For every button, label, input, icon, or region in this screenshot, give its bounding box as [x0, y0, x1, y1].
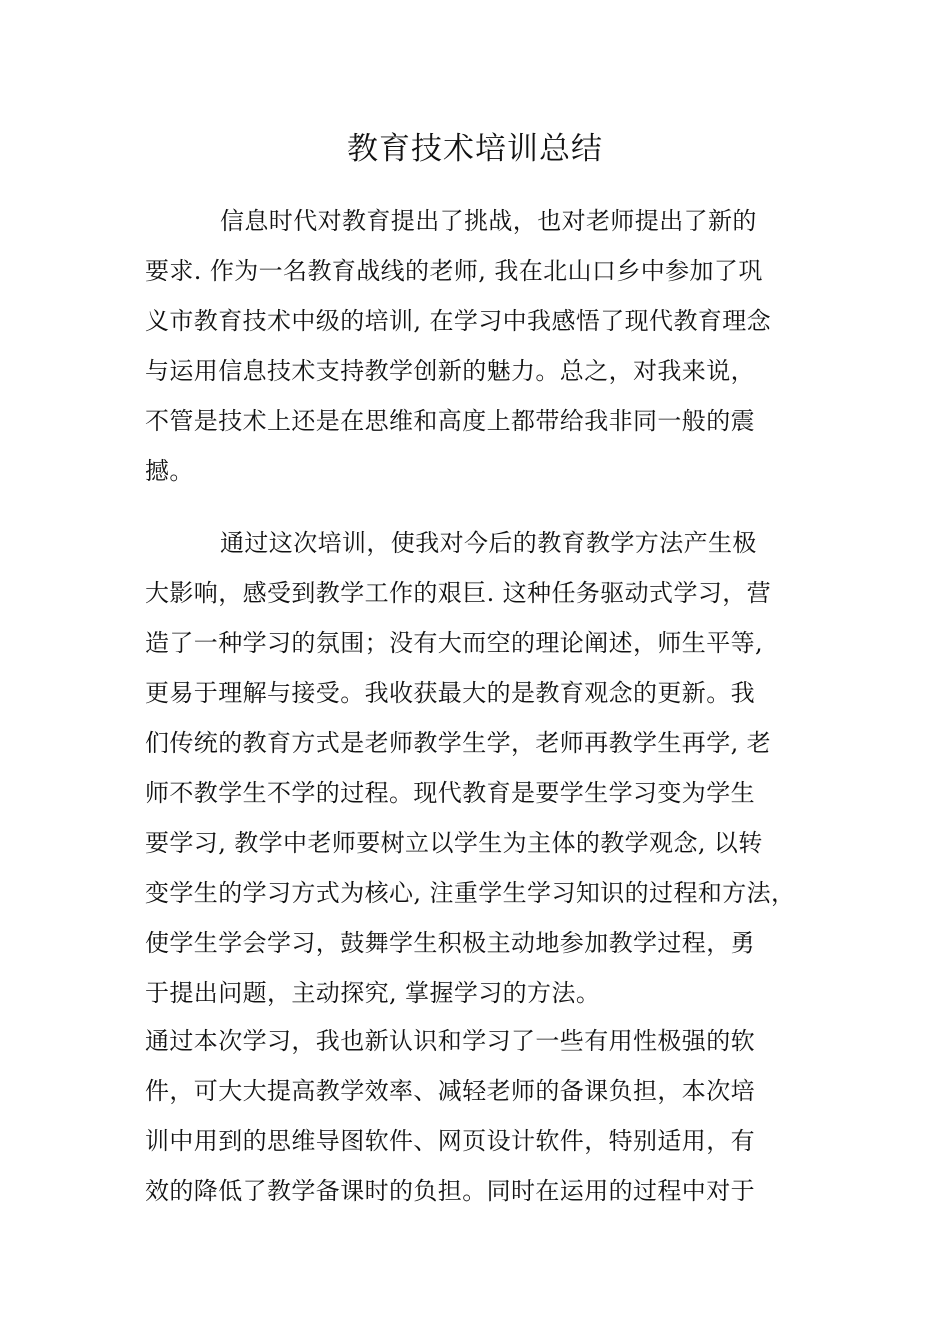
paragraph-2-line-2: 大影响，感受到教学工作的艰巨. 这种任务驱动式学习，营: [145, 579, 772, 607]
paragraph-2-line-1: 通过这次培训，使我对今后的教育教学方法产生极: [220, 529, 757, 557]
paragraph-1-line-6: 撼。: [145, 457, 194, 485]
paragraph-2-line-10: 于提出问题，主动探究, 掌握学习的方法。: [145, 979, 601, 1007]
paragraph-1-line-1: 信息时代对教育提出了挑战，也对老师提出了新的: [220, 207, 757, 235]
paragraph-3-line-3: 训中用到的思维导图软件、网页设计软件，特别适用，有: [145, 1127, 755, 1155]
paragraph-3-line-2: 件，可大大提高教学效率、减轻老师的备课负担，本次培: [145, 1077, 755, 1105]
paragraph-2-line-8: 变学生的学习方式为核心, 注重学生学习知识的过程和方法，: [145, 879, 796, 907]
paragraph-1-line-5: 不管是技术上还是在思维和高度上都带给我非同一般的震: [145, 407, 755, 435]
paragraph-2-line-6: 师不教学生不学的过程。现代教育是要学生学习变为学生: [145, 779, 755, 807]
paragraph-2-line-3: 造了一种学习的氛围；没有大而空的理论阐述，师生平等,: [145, 629, 764, 657]
paragraph-1-line-2: 要求. 作为一名教育战线的老师, 我在北山口乡中参加了巩: [145, 257, 763, 285]
paragraph-1-line-4: 与运用信息技术支持教学创新的魅力。总之，对我来说，: [145, 357, 755, 385]
paragraph-2-line-7: 要学习, 教学中老师要树立以学生为主体的教学观念, 以转: [145, 829, 763, 857]
paragraph-2-line-9: 使学生学会学习，鼓舞学生积极主动地参加教学过程，勇: [145, 929, 755, 957]
paragraph-3-line-1: 通过本次学习，我也新认识和学习了一些有用性极强的软: [145, 1027, 755, 1055]
paragraph-2-line-4: 更易于理解与接受。我收获最大的是教育观念的更新。我: [145, 679, 755, 707]
document-title: 教育技术培训总结: [347, 131, 603, 167]
paragraph-2-line-5: 们传统的教育方式是老师教学生学，老师再教学生再学, 老: [145, 729, 772, 757]
paragraph-1-line-3: 义市教育技术中级的培训, 在学习中我感悟了现代教育理念: [145, 307, 772, 335]
paragraph-3-line-4: 效的降低了教学备课时的负担。同时在运用的过程中对于: [145, 1177, 755, 1205]
